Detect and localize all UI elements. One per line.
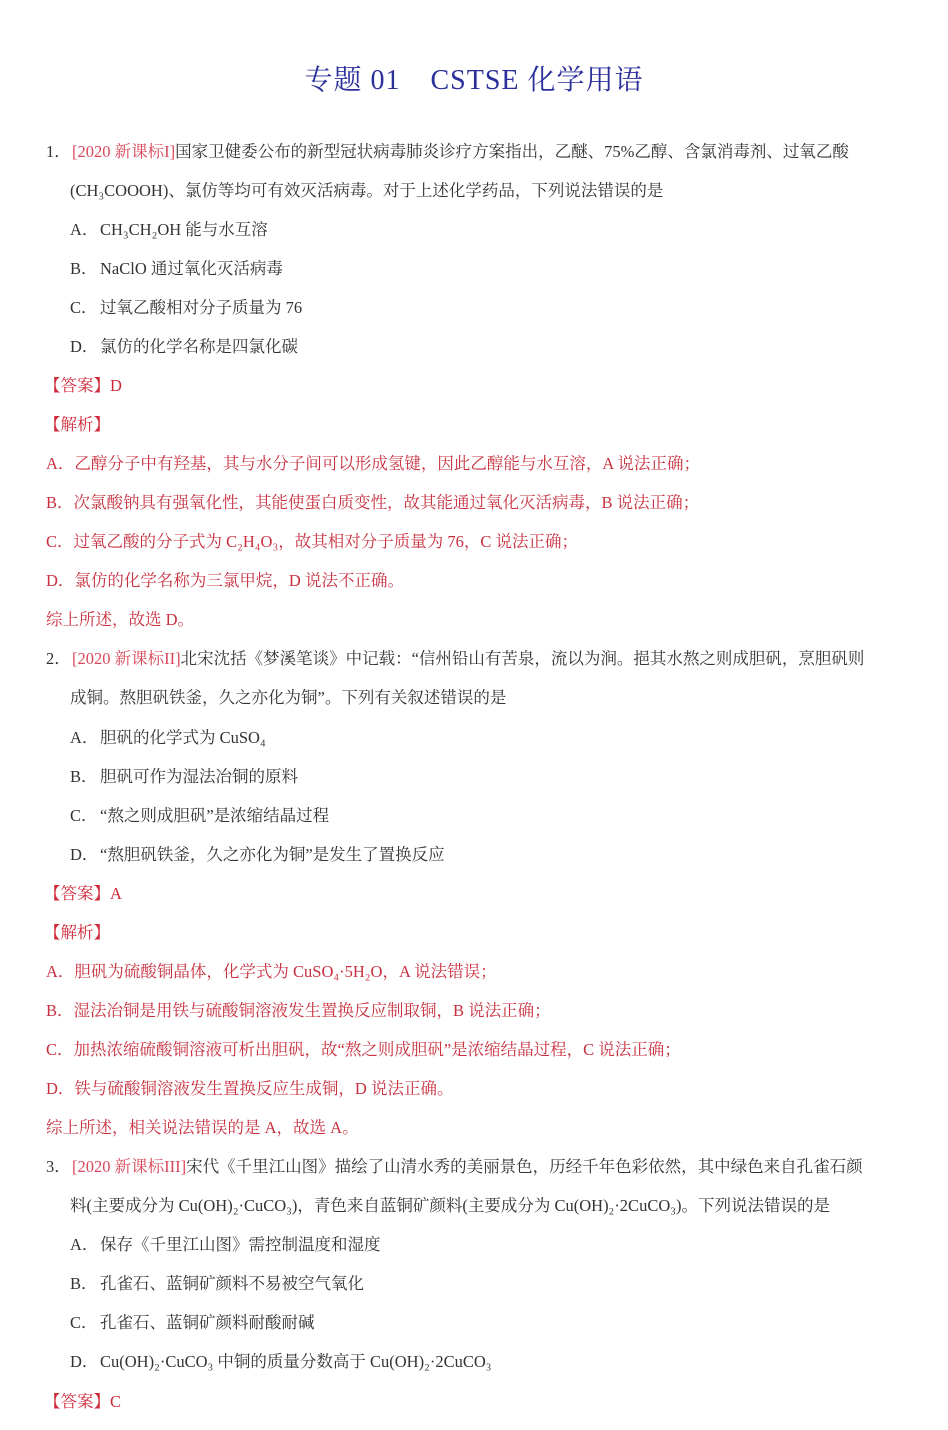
option-text: 孔雀石、蓝铜矿颜料不易被空气氧化	[100, 1274, 364, 1293]
analysis-line-a: A．胆矾为硫酸铜晶体，化学式为 CuSO₄·5H₂O，A 说法错误；	[46, 962, 497, 981]
question-number: 2．	[46, 649, 71, 668]
analysis-label: 【解析】	[44, 415, 110, 434]
question-3-stem-line1	[46, 1156, 863, 1178]
option-text: 氯仿的化学名称是四氯化碳	[100, 337, 298, 356]
option-label: D．	[70, 845, 99, 864]
option-c	[70, 805, 329, 827]
title-topic-name: CSTSE 化学用语	[430, 65, 644, 96]
option-a	[70, 727, 266, 749]
option-d	[70, 844, 445, 866]
option-label: A．	[70, 728, 99, 747]
question-stem-text: 国家卫健委公布的新型冠状病毒肺炎诊疗方案指出，乙醚、75%乙醇、含氯消毒剂、过氧乙酸	[175, 142, 849, 161]
option-text: NaClO 通过氧化灭活病毒	[100, 259, 283, 278]
option-b	[70, 1273, 364, 1295]
option-text: “熬胆矾铁釜，久之亦化为铜”是发生了置换反应	[100, 845, 445, 864]
option-text: CH₃CH₂OH 能与水互溶	[100, 220, 268, 239]
option-b	[70, 258, 283, 280]
page-title	[0, 58, 948, 98]
analysis-line-a: A．乙醇分子中有羟基，其与水分子间可以形成氢键，因此乙醇能与水互溶，A 说法正确；	[46, 454, 701, 473]
answer-label: 【答案】	[44, 884, 110, 903]
option-label: B．	[70, 259, 98, 278]
option-label: A．	[70, 220, 99, 239]
option-label: C．	[70, 1313, 98, 1332]
question-number: 3．	[46, 1157, 71, 1176]
analysis-label: 【解析】	[44, 923, 110, 942]
option-text: 胆矾的化学式为 CuSO₄	[100, 728, 266, 747]
question-source-tag: [2020 新课标II]	[72, 649, 181, 668]
answer-label: 【答案】	[44, 1392, 110, 1411]
analysis-line-d: D．氯仿的化学名称为三氯甲烷，D 说法不正确。	[46, 571, 404, 590]
option-text: “熬之则成胆矾”是浓缩结晶过程	[100, 806, 330, 825]
question-2-stem-line2: 成铜。熬胆矾铁釜，久之亦化为铜”。下列有关叙述错误的是	[70, 688, 507, 707]
answer-row	[44, 883, 122, 905]
question-stem-text: 宋代《千里江山图》描绘了山清水秀的美丽景色，历经千年色彩依然，其中绿色来自孔雀石颜	[186, 1157, 863, 1176]
option-label: B．	[70, 767, 98, 786]
question-1-stem-line2: (CH₃COOOH)、氯仿等均可有效灭活病毒。对于上述化学药品，下列说法错误的是	[70, 181, 664, 200]
answer-value: A	[110, 884, 122, 903]
question-number: 1．	[46, 142, 71, 161]
answer-value: C	[110, 1392, 122, 1411]
analysis-summary: 综上所述，故选 D。	[46, 610, 195, 629]
analysis-line-b: B．湿法冶铜是用铁与硫酸铜溶液发生置换反应制取铜，B 说法正确；	[46, 1001, 551, 1020]
question-source-tag: [2020 新课标III]	[72, 1157, 187, 1176]
option-label: D．	[70, 1352, 99, 1371]
answer-row	[44, 375, 122, 397]
option-label: D．	[70, 337, 99, 356]
question-1-stem-line1	[46, 141, 849, 163]
question-2-stem-line1	[46, 648, 864, 670]
option-text: 胆矾可作为湿法冶铜的原料	[100, 767, 298, 786]
option-d	[70, 336, 298, 358]
option-label: C．	[70, 298, 98, 317]
option-a	[70, 1234, 381, 1256]
option-text: Cu(OH)₂·CuCO₃ 中铜的质量分数高于 Cu(OH)₂·2CuCO₃	[100, 1352, 492, 1371]
option-label: C．	[70, 806, 98, 825]
option-label: B．	[70, 1274, 98, 1293]
option-text: 孔雀石、蓝铜矿颜料耐酸耐碱	[100, 1313, 315, 1332]
analysis-line-b: B．次氯酸钠具有强氧化性，其能使蛋白质变性，故其能通过氧化灭活病毒，B 说法正确；	[46, 493, 700, 512]
question-source-tag: [2020 新课标I]	[72, 142, 176, 161]
option-b	[70, 766, 298, 788]
question-3-stem-line2: 料(主要成分为 Cu(OH)₂·CuCO₃)，青色来自蓝铜矿颜料(主要成分为 Cu(OH)₂·2CuCO₃)。下列说法错误的是	[70, 1196, 830, 1215]
option-d	[70, 1351, 492, 1373]
option-text: 过氧乙酸相对分子质量为 76	[100, 298, 303, 317]
option-text: 保存《千里江山图》需控制温度和湿度	[100, 1235, 381, 1254]
option-c	[70, 1312, 315, 1334]
analysis-summary: 综上所述，相关说法错误的是 A，故选 A。	[46, 1118, 359, 1137]
analysis-line-d: D．铁与硫酸铜溶液发生置换反应生成铜，D 说法正确。	[46, 1079, 454, 1098]
option-a	[70, 219, 268, 241]
option-label: A．	[70, 1235, 99, 1254]
answer-row	[44, 1391, 121, 1413]
title-topic-number: 专题 01	[304, 65, 401, 96]
option-c	[70, 297, 302, 319]
question-stem-text: 北宋沈括《梦溪笔谈》中记载：“信州铅山有苦泉，流以为涧。挹其水熬之则成胆矾，烹胆矾则	[180, 649, 865, 668]
answer-label: 【答案】	[44, 376, 110, 395]
analysis-line-c: C．过氧乙酸的分子式为 C₂H₄O₃，故其相对分子质量为 76，C 说法正确；	[46, 532, 578, 551]
answer-value: D	[110, 376, 122, 395]
analysis-line-c: C．加热浓缩硫酸铜溶液可析出胆矾，故“熬之则成胆矾”是浓缩结晶过程，C 说法正确；	[46, 1040, 681, 1059]
